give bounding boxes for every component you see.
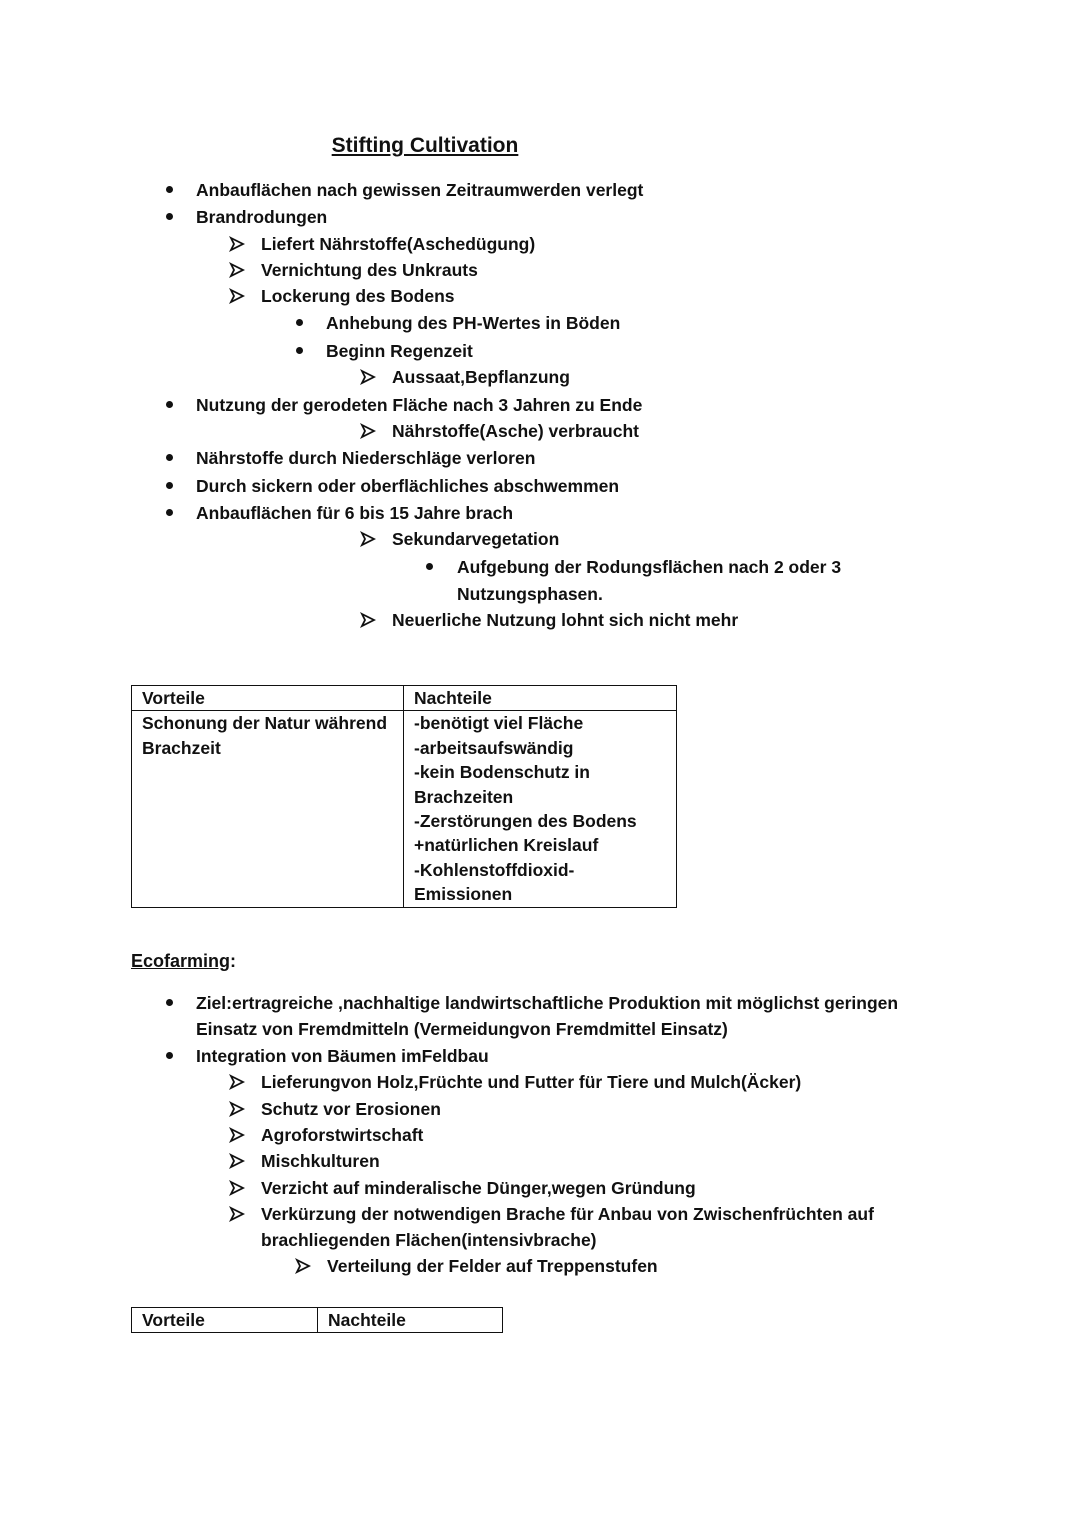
list-item: Nährstoffe durch Niederschläge verloren [196, 448, 536, 468]
list-item: Verzicht auf minderalische Dünger,wegen Gründung [261, 1178, 696, 1198]
arrow-bullet-icon [360, 369, 376, 385]
arrow-bullet-icon [229, 1153, 245, 1169]
list-item: Nutzung der gerodeten Fläche nach 3 Jahren zu Ende [196, 395, 643, 415]
list-item: Nährstoffe(Asche) verbraucht [392, 421, 639, 441]
pros-cons-table-ecofarming [131, 1307, 503, 1333]
list-item: Aussaat,Bepflanzung [392, 367, 570, 387]
arrow-bullet-icon [229, 236, 245, 252]
cell-text: -arbeitsaufswändig [414, 737, 574, 758]
header-label: Vorteile [142, 688, 205, 708]
list-item: Lockerung des Bodens [261, 286, 455, 306]
pros-cons-table [131, 685, 677, 908]
list-item: Sekundarvegetation [392, 529, 560, 549]
arrow-bullet-icon [229, 1180, 245, 1196]
cell-text: -kein Bodenschutz in [414, 762, 590, 783]
section-heading-colon: : [230, 951, 237, 971]
list-item: Lieferungvon Holz,Früchte und Futter für Tiere und Mulch(Äcker) [261, 1072, 802, 1092]
bullet-icon [166, 999, 173, 1006]
list-item: Aufgebung der Rodungsflächen nach 2 oder 3 [457, 557, 842, 577]
bullet-icon [166, 482, 173, 489]
list-item-continuation: brachliegenden Flächen(intensivbrache) [261, 1230, 597, 1250]
list-item: Schutz vor Erosionen [261, 1099, 441, 1119]
nachteile-cell [404, 711, 677, 908]
table-header-nachteile [318, 1308, 503, 1333]
cell-text: -Zerstörungen des Bodens [414, 811, 637, 832]
cell-text: -Kohlenstoffdioxid- [414, 859, 575, 880]
list-item: Beginn Regenzeit [326, 341, 473, 361]
list-item: Agroforstwirtschaft [261, 1125, 424, 1145]
list-item: Vernichtung des Unkrauts [261, 260, 478, 280]
list-item: Neuerliche Nutzung lohnt sich nicht mehr [392, 610, 739, 630]
arrow-bullet-icon [360, 612, 376, 628]
cell-text: +natürlichen Kreislauf [414, 835, 599, 856]
cell-text: Schonung der Natur während [142, 713, 388, 734]
bullet-icon [166, 186, 173, 193]
list-item: Ziel:ertragreiche ,nachhaltige landwirtschaftliche Produktion mit möglichst geringen [196, 993, 899, 1013]
list-item: Verteilung der Felder auf Treppenstufen [327, 1256, 658, 1276]
arrow-bullet-icon [360, 531, 376, 547]
bullet-icon [296, 347, 303, 354]
arrow-bullet-icon [360, 423, 376, 439]
bullet-icon [166, 1052, 173, 1059]
list-item: Anbauflächen nach gewissen Zeitraumwerden verlegt [196, 180, 644, 200]
arrow-bullet-icon [229, 1206, 245, 1222]
list-item-continuation: Einsatz von Fremdmitteln (Vermeidungvon Fremdmittel Einsatz) [196, 1019, 728, 1039]
arrow-bullet-icon [295, 1258, 311, 1274]
cell-text: Brachzeiten [414, 786, 514, 807]
list-item: Anhebung des PH-Wertes in Böden [326, 313, 621, 333]
list-item: Mischkulturen [261, 1151, 380, 1171]
arrow-bullet-icon [229, 262, 245, 278]
table-header-nachteile [404, 686, 677, 711]
cell-text: -benötigt viel Fläche [414, 713, 584, 734]
table-header-vorteile [132, 686, 404, 711]
list-item: Anbauflächen für 6 bis 15 Jahre brach [196, 503, 514, 523]
list-item: Integration von Bäumen imFeldbau [196, 1046, 489, 1066]
cell-text: Brachzeit [142, 737, 221, 758]
list-item: Liefert Nährstoffe(Aschedügung) [261, 234, 536, 254]
bullet-icon [296, 319, 303, 326]
bullet-icon [166, 509, 173, 516]
table-header-row [132, 686, 677, 711]
list-item: Durch sickern oder oberflächliches abschwemmen [196, 476, 620, 496]
vorteile-cell [132, 711, 404, 908]
table-header-row [132, 1308, 503, 1333]
table-header-vorteile [132, 1308, 318, 1333]
section-heading-text: Ecofarming [131, 951, 231, 971]
list-item: Brandrodungen [196, 207, 328, 227]
arrow-bullet-icon [229, 1101, 245, 1117]
arrow-bullet-icon [229, 288, 245, 304]
header-label: Vorteile [142, 1310, 205, 1330]
cell-text: Emissionen [414, 884, 513, 905]
header-label: Nachteile [414, 688, 492, 708]
table-row [132, 711, 677, 908]
arrow-bullet-icon [229, 1074, 245, 1090]
list-item-continuation: Nutzungsphasen. [457, 584, 603, 604]
header-label: Nachteile [328, 1310, 406, 1330]
section-heading [131, 948, 236, 974]
bullet-icon [166, 401, 173, 408]
bullet-icon [426, 563, 433, 570]
list-item: Verkürzung der notwendigen Brache für Anbau von Zwischenfrüchten auf [261, 1204, 874, 1224]
bullet-icon [166, 454, 173, 461]
page-title: Stifting Cultivation [331, 134, 519, 157]
arrow-bullet-icon [229, 1127, 245, 1143]
bullet-icon [166, 213, 173, 220]
